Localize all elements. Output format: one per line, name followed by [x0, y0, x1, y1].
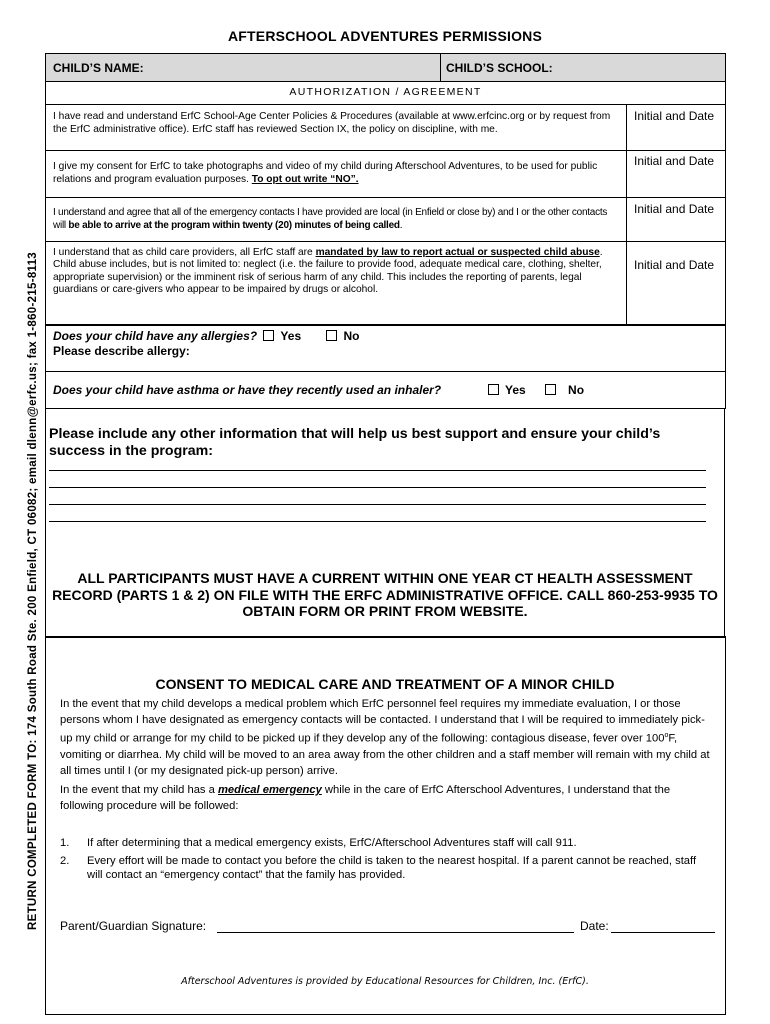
describe-allergy-field[interactable]	[200, 343, 715, 359]
agreement-divider-3	[46, 241, 725, 242]
consent-para1-a: In the event that my child develops a medical problem which ErfC personnel feel requires my immediate evaluation, I or those persons whom I have designated as emergency contacts will be contacted. I understand that I will be required to immediately pick-up my child or arrange for my child to be picked up if they develop any of the following: contagious disease, fever over 100	[60, 698, 705, 745]
child-name-label: CHILD’S NAME:	[53, 61, 144, 75]
other-info-right-border	[724, 408, 725, 638]
abuse-reporting-text	[53, 247, 619, 296]
contacts-text-a: I understand and agree that all of the emergency contacts I have provided are local (in Enfield or close by) and I or the other contacts will	[53, 207, 608, 231]
parent-signature-field[interactable]	[217, 932, 574, 933]
photo-initial-date[interactable]: Initial and Date	[634, 154, 715, 168]
step-1-text: If after determining that a medical emergency exists, ErfC/Afterschool Adventures staff will call 911.	[87, 837, 577, 849]
step-1-number: 1.	[60, 837, 70, 849]
agreement-divider-2	[46, 197, 725, 198]
abuse-text-b: . Child abuse includes, but is not limited to: neglect (i.e. the failure to provide food, adequate medical care, clothing, shelter, appropriate supervision) or the imminent risk of serious harm of any child. This includes the reporting of parents, legal guardians or care-givers who appear to be impaired by drugs or alcohol.	[53, 247, 603, 295]
step-2-text: Every effort will be made to contact you before the child is taken to the nearest hospital. If a parent cannot be reached, staff will contact an “emergency contact” that the family has provided.	[87, 855, 697, 881]
contacts-initial-date[interactable]: Initial and Date	[634, 202, 715, 216]
return-address-side-text: RETURN COMPLETED FORM TO: 174 South Road Ste. 200 Enfield, CT 06082; email dlenn@erfc.us; fax 1-860-215-8113	[27, 252, 39, 930]
signature-date-field[interactable]	[611, 932, 715, 933]
child-name-field[interactable]	[160, 56, 436, 79]
procedure-step-2	[60, 854, 700, 882]
emergency-contacts-text	[53, 206, 621, 232]
footer-note: Afterschool Adventures is provided by Educational Resources for Children, Inc. (ErfC).	[181, 976, 589, 987]
degree-superscript: o	[664, 732, 669, 739]
asthma-yes-label: Yes	[505, 383, 526, 397]
allergies-yes-checkbox[interactable]	[263, 330, 274, 341]
other-info-prompt: Please include any other information that will help us best support and ensure your child’s success in the program:	[49, 426, 661, 459]
other-info-line-3[interactable]	[49, 504, 706, 505]
consent-para2-a: In the event that my child has a	[60, 784, 218, 796]
abuse-initial-date[interactable]: Initial and Date	[634, 258, 715, 272]
consent-title: CONSENT TO MEDICAL CARE AND TREATMENT OF A MINOR CHILD	[155, 676, 615, 692]
consent-section	[45, 637, 726, 1015]
consent-paragraph-2	[60, 782, 700, 814]
abuse-text-a: I understand that as child care providers, all ErfC staff are	[53, 247, 316, 258]
child-school-label: CHILD’S SCHOOL:	[446, 61, 553, 75]
agreement-divider-1	[46, 150, 725, 151]
policy-initial-date[interactable]: Initial and Date	[634, 109, 715, 123]
other-info-line-2[interactable]	[49, 487, 706, 488]
procedure-step-1	[60, 836, 700, 850]
asthma-yes-checkbox[interactable]	[488, 384, 499, 395]
allergies-question: Does your child have any allergies?	[53, 329, 258, 343]
asthma-question: Does your child have asthma or have they recently used an inhaler?	[53, 383, 442, 397]
allergies-yes-label: Yes	[280, 329, 302, 343]
consent-para2-b: while in the care of ErfC Afterschool Adventures, I understand that the following procedure will be followed:	[60, 784, 671, 812]
authorization-heading: AUTHORIZATION / AGREEMENT	[289, 86, 482, 98]
health-record-notice: ALL PARTICIPANTS MUST HAVE A CURRENT WITHIN ONE YEAR CT HEALTH ASSESSMENT RECORD (PARTS 1 & 2) ON FILE WITH THE ERFC ADMINISTRATIVE OFFICE. CALL 860-253-9935 TO OBTAIN FORM OR PRINT FROM WEBSITE.	[52, 570, 718, 619]
consent-para1-b: F, vomiting or diarrhea. My child will be moved to an area away from the other children and a staff member will remain with my child at all times until I (or my designated pick-up person) arrive.	[60, 732, 710, 777]
date-label: Date:	[580, 919, 609, 933]
mandated-reporting: mandated by law to report actual or suspected child abuse	[315, 247, 600, 258]
other-info-line-1[interactable]	[49, 470, 706, 471]
header-divider	[440, 54, 441, 81]
allergies-row	[53, 329, 359, 343]
contacts-text-c: .	[399, 220, 403, 231]
step-2-number: 2.	[60, 855, 70, 867]
policy-agreement-text: I have read and understand ErfC School-Age Center Policies & Procedures (available at www.erfcinc.org or by request from the ErfC administrative office). ErfC staff has reviewed Section IX, the policy on discipline, with me.	[53, 111, 611, 135]
auth-heading-line	[46, 104, 725, 105]
contacts-text-b: be able to arrive at the program within twenty (20) minutes of being called	[68, 220, 400, 231]
health-divider	[46, 371, 725, 372]
parent-signature-label: Parent/Guardian Signature:	[60, 919, 207, 933]
consent-paragraph-1	[60, 696, 712, 779]
describe-allergy-label: Please describe allergy:	[53, 344, 190, 358]
asthma-no-checkbox[interactable]	[545, 384, 556, 395]
allergies-no-label: No	[343, 329, 360, 343]
other-info-line-4[interactable]	[49, 521, 706, 522]
header-bottom-line	[46, 81, 725, 82]
asthma-no-label: No	[568, 383, 585, 397]
child-school-field[interactable]	[562, 56, 722, 79]
photo-consent-text	[53, 161, 619, 186]
form-title: AFTERSCHOOL ADVENTURES PERMISSIONS	[227, 28, 543, 44]
allergies-no-checkbox[interactable]	[326, 330, 337, 341]
asthma-options	[488, 383, 584, 397]
medical-emergency-term: medical emergency	[217, 784, 322, 796]
opt-out-instruction: To opt out write “NO”.	[251, 173, 359, 185]
photo-consent-body: I give my consent for ErfC to take photographs and video of my child during Afterschool Adventures, to be used for public relations and program evaluation purposes.	[53, 161, 598, 185]
initials-column-divider	[626, 104, 627, 324]
